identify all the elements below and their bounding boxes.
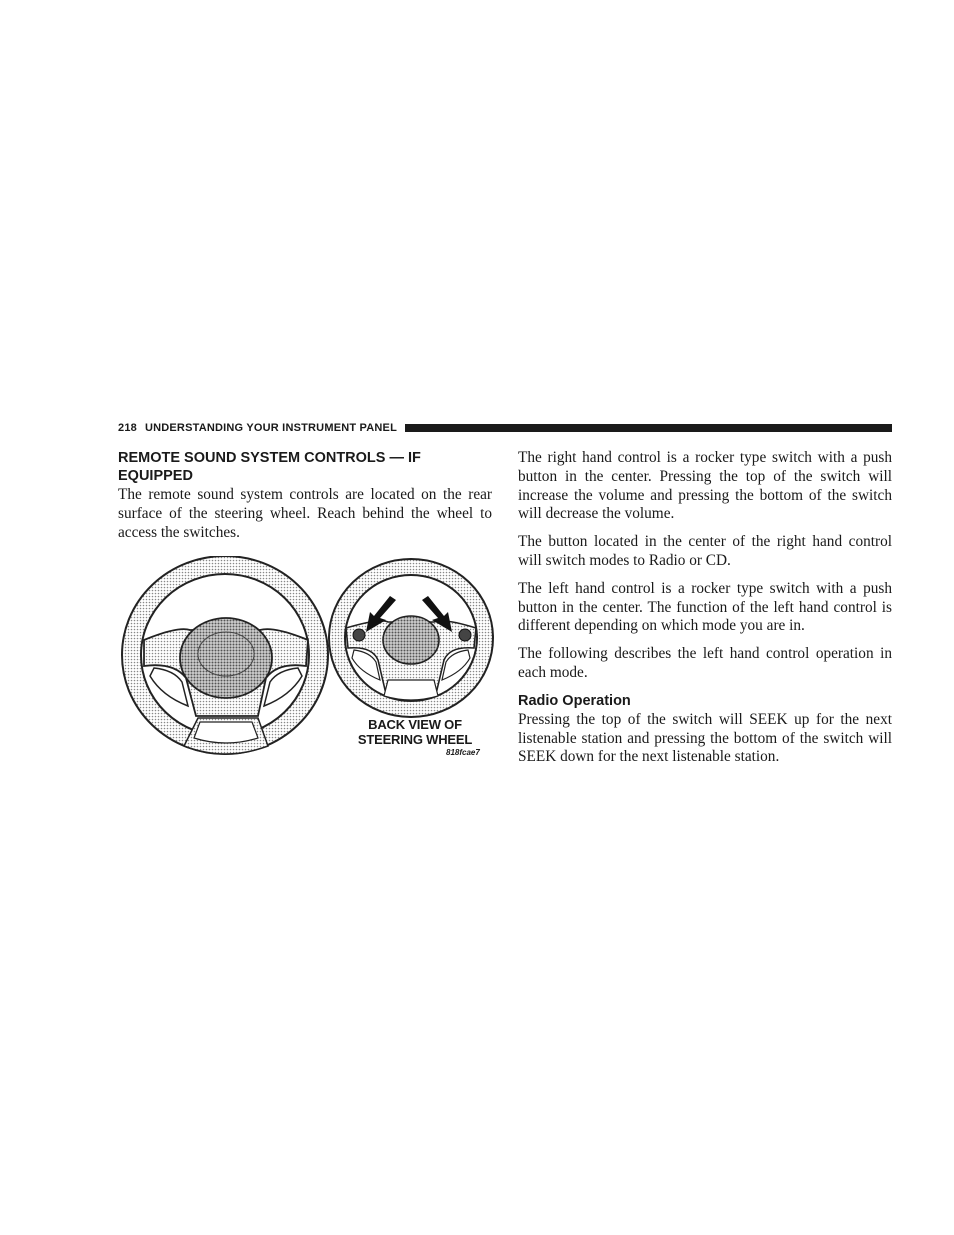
- page-number: 218: [118, 422, 137, 434]
- page-header: [118, 420, 892, 436]
- paragraph-center-button: The button located in the center of the right hand control will switch modes to Radio or CD.: [518, 533, 892, 569]
- back-steering-wheel: [329, 559, 493, 717]
- steering-wheel-figure: [118, 556, 496, 762]
- right-hand-switch-icon: [459, 629, 471, 641]
- figure-code: 818fcae7: [446, 748, 480, 757]
- intro-paragraph: The remote sound system controls are located on the rear surface of the steering wheel. Reach behind the wheel to access the switches.: [118, 486, 492, 541]
- section-heading: REMOTE SOUND SYSTEM CONTROLS — IF EQUIPPED: [118, 450, 421, 484]
- radio-operation-heading: Radio Operation: [518, 692, 631, 709]
- paragraph-left-control: The left hand control is a rocker type switch with a push button in the center. The function of the left hand control is different depending on which mode you are in.: [518, 579, 892, 635]
- header-rule: [405, 424, 892, 432]
- paragraph-radio-operation: Pressing the top of the switch will SEEK up for the next listenable station and pressing the bottom of the switch will SEEK down for the next listenable station.: [518, 710, 892, 766]
- figure-caption: [340, 717, 490, 747]
- left-column: [118, 449, 492, 551]
- front-steering-wheel: [122, 556, 328, 754]
- left-hand-switch-icon: [353, 629, 365, 641]
- paragraph-following: The following describes the left hand control operation in each mode.: [518, 645, 892, 681]
- right-column: [518, 449, 892, 776]
- paragraph-right-control: The right hand control is a rocker type switch with a push button in the center. Pressing the top of the switch will increase the volume and pressing the bottom of the switch will decrease the volume.: [518, 449, 892, 523]
- figure-caption-line1: BACK VIEW OF: [368, 717, 462, 732]
- chapter-title: UNDERSTANDING YOUR INSTRUMENT PANEL: [144, 422, 398, 434]
- figure-caption-line2: STEERING WHEEL: [357, 732, 473, 747]
